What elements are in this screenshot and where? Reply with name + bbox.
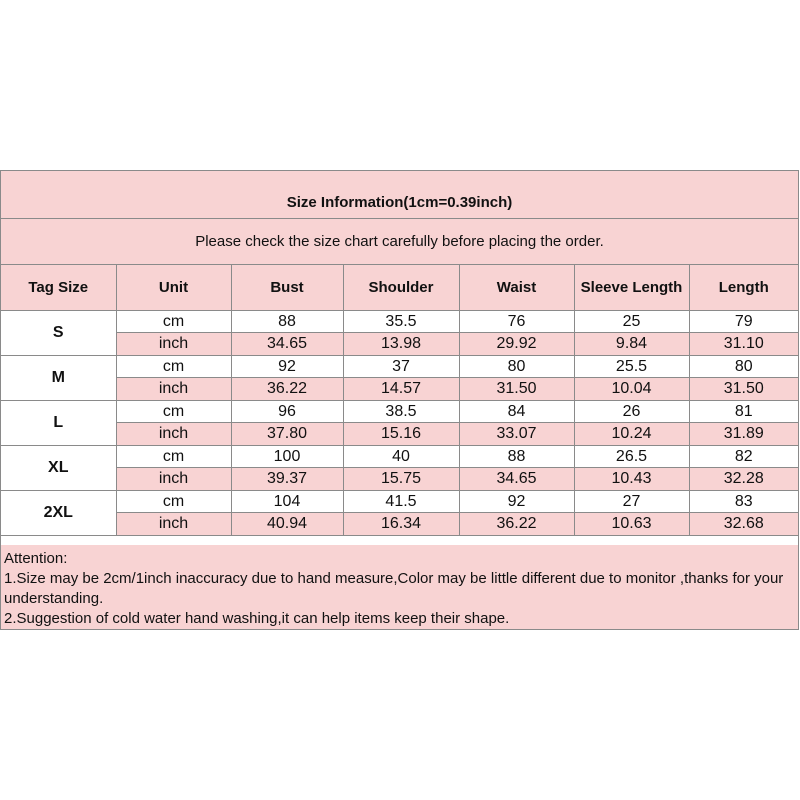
length-cell: 80 bbox=[689, 356, 798, 378]
unit-cell: cm bbox=[116, 446, 231, 468]
bust-cell: 100 bbox=[231, 446, 343, 468]
attention-heading: Attention: bbox=[4, 550, 68, 567]
sleeve-length-cell: 25.5 bbox=[574, 356, 689, 378]
column-header-sleeve-length: Sleeve Length bbox=[574, 265, 689, 311]
waist-cell: 88 bbox=[459, 446, 574, 468]
table-row bbox=[1, 401, 798, 423]
unit-cell: inch bbox=[116, 468, 231, 491]
column-header-tag-size: Tag Size bbox=[1, 265, 116, 311]
length-cell: 31.50 bbox=[689, 378, 798, 401]
length-cell: 32.28 bbox=[689, 468, 798, 491]
table-row bbox=[1, 311, 798, 333]
column-header-length: Length bbox=[689, 265, 798, 311]
unit-cell: cm bbox=[116, 491, 231, 513]
tag-size-cell: 2XL bbox=[1, 491, 116, 536]
bust-cell: 34.65 bbox=[231, 333, 343, 356]
tag-size-cell: M bbox=[1, 356, 116, 401]
length-cell: 79 bbox=[689, 311, 798, 333]
shoulder-cell: 16.34 bbox=[343, 513, 459, 536]
shoulder-cell: 14.57 bbox=[343, 378, 459, 401]
sleeve-length-cell: 26.5 bbox=[574, 446, 689, 468]
unit-cell: inch bbox=[116, 378, 231, 401]
table-row bbox=[1, 468, 798, 491]
unit-cell: inch bbox=[116, 333, 231, 356]
sleeve-length-cell: 10.63 bbox=[574, 513, 689, 536]
length-cell: 32.68 bbox=[689, 513, 798, 536]
bust-cell: 104 bbox=[231, 491, 343, 513]
shoulder-cell: 41.5 bbox=[343, 491, 459, 513]
column-header-unit: Unit bbox=[116, 265, 231, 311]
length-cell: 81 bbox=[689, 401, 798, 423]
tag-size-cell: S bbox=[1, 311, 116, 356]
sleeve-length-cell: 27 bbox=[574, 491, 689, 513]
bust-cell: 39.37 bbox=[231, 468, 343, 491]
shoulder-cell: 13.98 bbox=[343, 333, 459, 356]
unit-cell: cm bbox=[116, 311, 231, 333]
size-chart bbox=[0, 170, 799, 630]
table-row bbox=[1, 378, 798, 401]
shoulder-cell: 37 bbox=[343, 356, 459, 378]
table-row bbox=[1, 333, 798, 356]
bust-cell: 92 bbox=[231, 356, 343, 378]
sleeve-length-cell: 10.24 bbox=[574, 423, 689, 446]
sleeve-length-cell: 10.04 bbox=[574, 378, 689, 401]
table-row bbox=[1, 423, 798, 446]
length-cell: 31.10 bbox=[689, 333, 798, 356]
shoulder-cell: 15.16 bbox=[343, 423, 459, 446]
table-header-row bbox=[1, 265, 798, 311]
bust-cell: 88 bbox=[231, 311, 343, 333]
size-chart-title: Size Information(1cm=0.39inch) bbox=[1, 171, 798, 219]
size-chart-subtitle: Please check the size chart carefully before placing the order. bbox=[1, 219, 798, 265]
waist-cell: 80 bbox=[459, 356, 574, 378]
tag-size-cell: L bbox=[1, 401, 116, 446]
attention-note-2: 2.Suggestion of cold water hand washing,it can help items keep their shape. bbox=[4, 610, 510, 627]
sleeve-length-cell: 10.43 bbox=[574, 468, 689, 491]
shoulder-cell: 15.75 bbox=[343, 468, 459, 491]
size-table bbox=[1, 265, 798, 536]
waist-cell: 33.07 bbox=[459, 423, 574, 446]
bust-cell: 36.22 bbox=[231, 378, 343, 401]
shoulder-cell: 40 bbox=[343, 446, 459, 468]
unit-cell: cm bbox=[116, 356, 231, 378]
column-header-bust: Bust bbox=[231, 265, 343, 311]
sleeve-length-cell: 9.84 bbox=[574, 333, 689, 356]
attention-note-1: 1.Size may be 2cm/1inch inaccuracy due to hand measure,Color may be little different due to monitor ,thanks for your understanding. bbox=[4, 570, 784, 607]
unit-cell: inch bbox=[116, 423, 231, 446]
length-cell: 83 bbox=[689, 491, 798, 513]
waist-cell: 76 bbox=[459, 311, 574, 333]
unit-cell: inch bbox=[116, 513, 231, 536]
column-header-waist: Waist bbox=[459, 265, 574, 311]
sleeve-length-cell: 26 bbox=[574, 401, 689, 423]
shoulder-cell: 35.5 bbox=[343, 311, 459, 333]
table-row bbox=[1, 356, 798, 378]
shoulder-cell: 38.5 bbox=[343, 401, 459, 423]
waist-cell: 36.22 bbox=[459, 513, 574, 536]
waist-cell: 34.65 bbox=[459, 468, 574, 491]
waist-cell: 29.92 bbox=[459, 333, 574, 356]
length-cell: 31.89 bbox=[689, 423, 798, 446]
unit-cell: cm bbox=[116, 401, 231, 423]
column-header-shoulder: Shoulder bbox=[343, 265, 459, 311]
length-cell: 82 bbox=[689, 446, 798, 468]
bust-cell: 40.94 bbox=[231, 513, 343, 536]
waist-cell: 84 bbox=[459, 401, 574, 423]
table-row bbox=[1, 446, 798, 468]
waist-cell: 92 bbox=[459, 491, 574, 513]
table-row bbox=[1, 491, 798, 513]
bust-cell: 96 bbox=[231, 401, 343, 423]
sleeve-length-cell: 25 bbox=[574, 311, 689, 333]
tag-size-cell: XL bbox=[1, 446, 116, 491]
table-row bbox=[1, 513, 798, 536]
attention-notes bbox=[1, 545, 798, 629]
waist-cell: 31.50 bbox=[459, 378, 574, 401]
bust-cell: 37.80 bbox=[231, 423, 343, 446]
